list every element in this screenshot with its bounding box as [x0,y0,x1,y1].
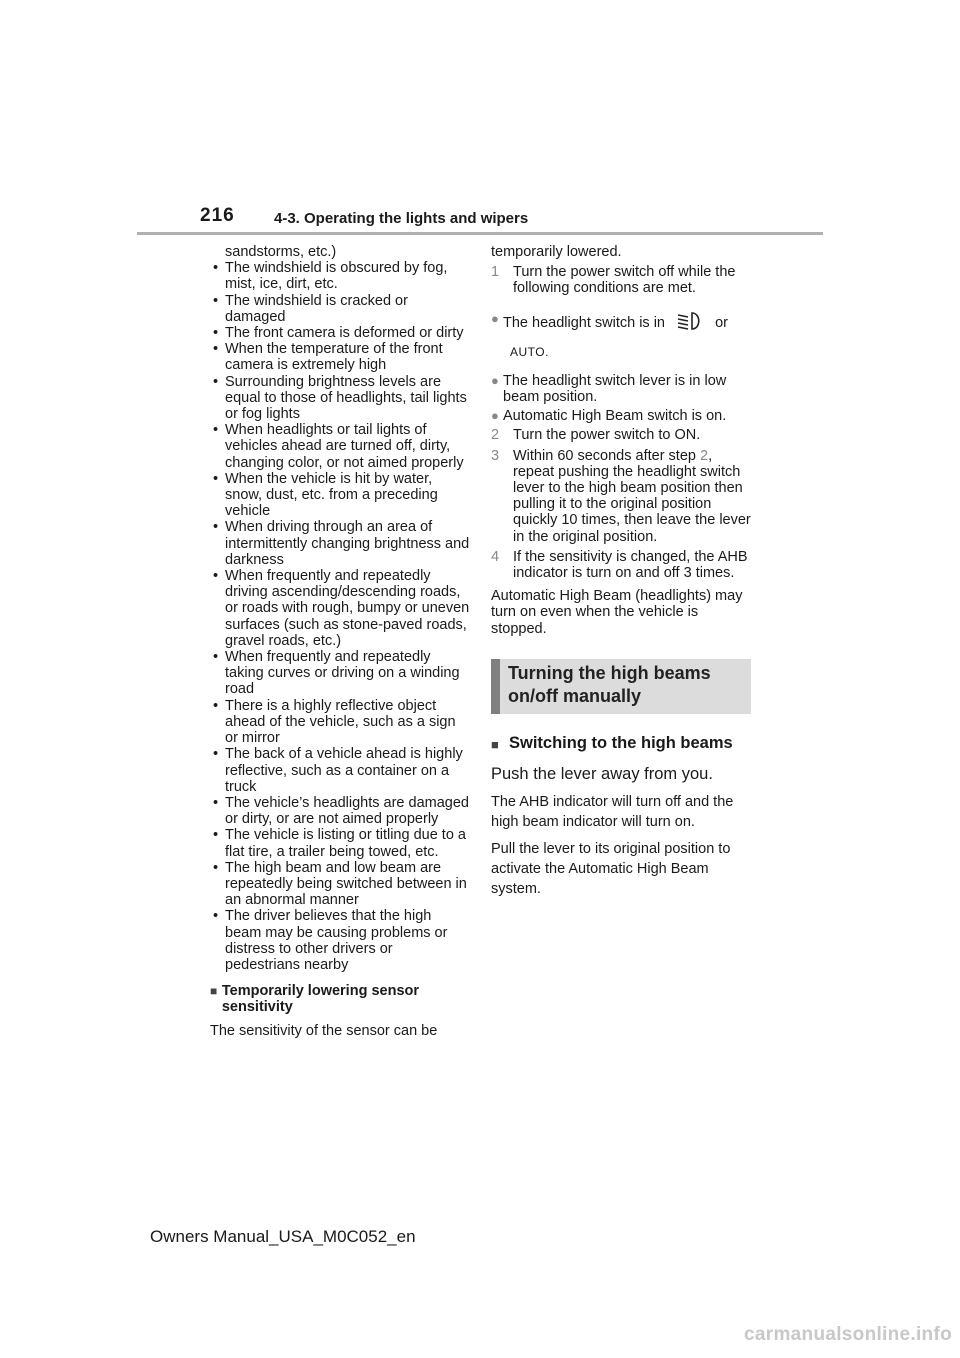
condition-headlight-switch: ● The headlight switch is in or [491,311,757,335]
header-divider [137,232,823,235]
sensitivity-paragraph: The sensitivity of the sensor can be [210,1022,438,1039]
list-item: • The vehicle’s headlights are damaged or dirty, or are not aimed properly [213,794,469,828]
condition-low-beam: ● The headlight switch lever is in low beam position. [491,372,727,406]
list-item: sandstorms, etc.) [225,244,337,260]
instruction-detail-1: The AHB indicator will turn off and the high beam indicator will turn on. [491,793,734,830]
step-1: 1 Turn the power switch off while the following conditions are met. [491,264,736,297]
list-item: • When frequently and repeatedly taking curves or driving on a winding road [213,649,460,698]
condition-ahb-switch: ● Automatic High Beam switch is on. [491,408,727,425]
list-item: • The windshield is obscured by fog, mist, ice, dirt, etc. [213,260,448,293]
list-item: • When driving through an area of intermittently changing brightness and darkness [213,519,470,568]
watermark: carmanualsonline.info [744,1324,952,1345]
instruction-detail-2: Pull the lever to its original position to activate the Automatic High Beam system. [491,840,731,897]
right-column [491,244,757,899]
step-4: 4 If the sensitivity is changed, the AHB indicator is turn on and off 3 times. [491,548,748,582]
list-item: • The windshield is cracked or damaged [213,292,408,325]
left-column [210,244,470,1039]
circle-bullet-icon: ● [491,408,499,424]
headlight-icon [675,311,705,335]
list-item: • The high beam and low beam are repeatedly being switched between in an abnormal manner [213,859,467,909]
step-2: 2 Turn the power switch to ON. [491,427,701,444]
section-title: 4-3. Operating the lights and wipers [274,210,529,227]
list-item: • When the vehicle is hit by water, snow, dust, etc. from a preceding vehicle [213,470,438,520]
page-number: 216 [200,205,235,226]
subheading-switching-high-beams: ■ Switching to the high beams [491,732,757,756]
circle-bullet-icon: ● [491,372,499,388]
list-item: • Surrounding brightness levels are equal to those of headlights, tail lights or fog lights [213,373,467,423]
square-bullet-icon: ■ [210,984,218,999]
note-paragraph: Automatic High Beam (headlights) may turn on even when the vehicle is stopped. [491,588,743,637]
list-item: • The front camera is deformed or dirty [213,325,464,342]
list-item: • When headlights or tail lights of vehicles ahead are turned off, dirty, changing color, or not aimed properly [213,422,464,471]
circle-bullet-icon: ● [491,310,499,326]
condition-list [210,244,470,973]
step-3: 3 Within 60 seconds after step 2, repeat pushing the headlight switch lever to the high beam position then pulling it to the original position quickly 10 times, then leave the lever in the original position. [491,447,751,545]
section-box-title: Turning the high beams on/off manually [491,659,751,714]
list-item: • When the temperature of the front camera is extremely high [213,341,443,374]
subheading-lowering-sensitivity: ■ Temporarily lowering sensor sensitivity [210,983,420,1016]
auto-switch-label: AUTO. [510,344,549,359]
list-item: • There is a highly reflective object ahead of the vehicle, such as a sign or mirror [213,697,456,747]
intro-text: temporarily lowered. [491,244,622,260]
list-item: • When frequently and repeatedly driving ascending/descending roads, or roads with rough, bumpy or uneven surfaces (such as stone-paved roads, gravel roads, etc.) [213,568,470,649]
page-footer: Owners Manual_USA_M0C052_en [150,1227,416,1246]
square-bullet-icon: ■ [491,736,499,752]
list-item: • The driver believes that the high beam may be causing problems or distress to other drivers or pedestrians nearby [213,908,448,973]
list-item: • The back of a vehicle ahead is highly reflective, such as a container on a truck [213,746,463,795]
instruction-lead: Push the lever away from you. [491,764,713,783]
list-item: • The vehicle is listing or titling due to a flat tire, a trailer being towed, etc. [213,827,466,860]
